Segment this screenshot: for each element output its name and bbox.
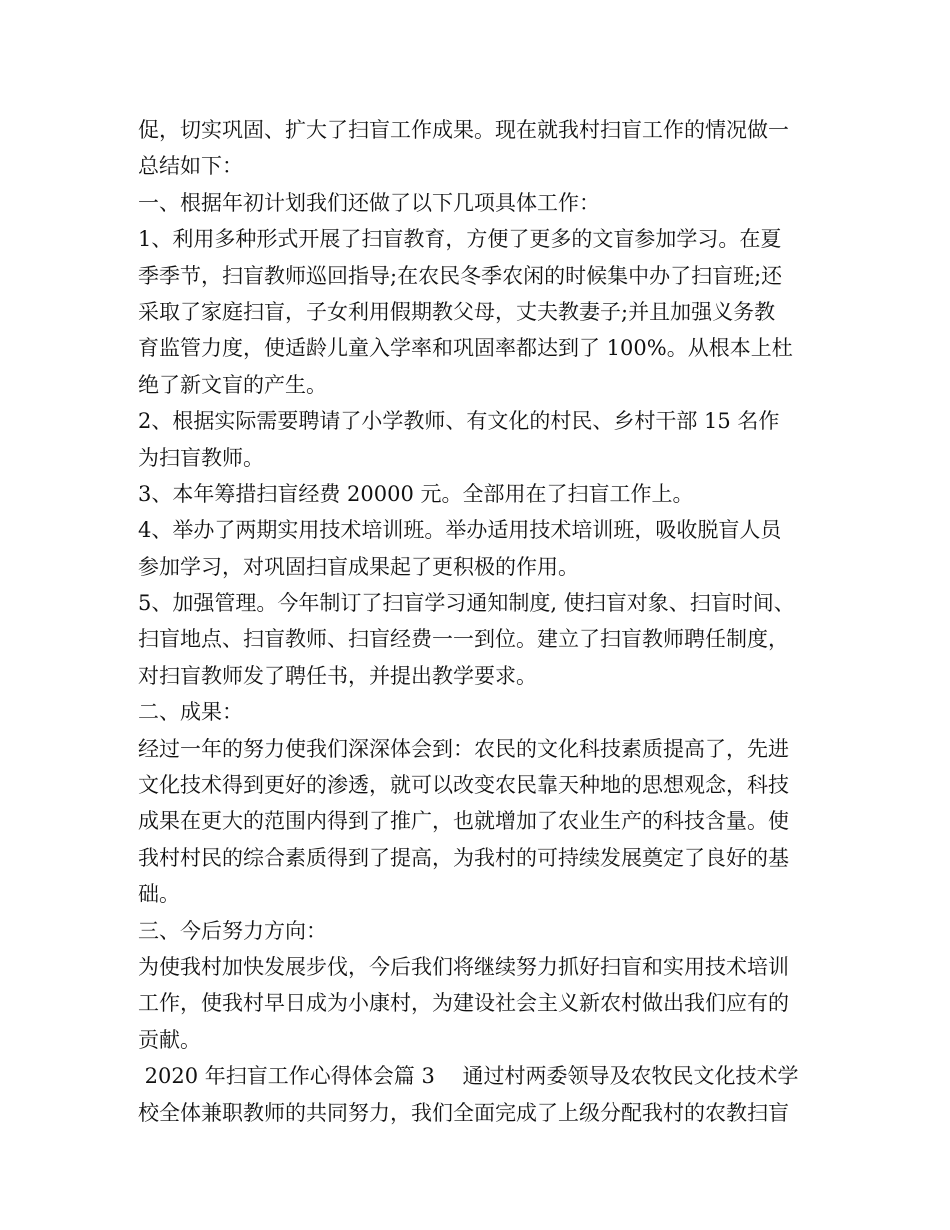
text-line: 对扫盲教师发了聘任书，并提出教学要求。 — [138, 663, 537, 688]
text-line: 为扫盲教师。 — [138, 445, 264, 470]
text-line: 参加学习，对巩固扫盲成果起了更积极的作用。 — [138, 554, 579, 579]
text-line: 我村村民的综合素质得到了提高，为我村的可持续发展奠定了良好的基 — [138, 845, 789, 870]
section-heading: 二、成果： — [138, 700, 243, 725]
text-line: 4、举办了两期实用技术培训班。举办适用技术培训班，吸收脱盲人员 — [138, 518, 782, 543]
text-line: 促，切实巩固、扩大了扫盲工作成果。现在就我村扫盲工作的情况做一 — [138, 118, 789, 142]
text-line: 总结如下： — [138, 154, 243, 179]
text-line: 校全体兼职教师的共同努力，我们全面完成了上级分配我村的农教扫盲 — [138, 1100, 789, 1125]
text-line: 3、本年筹措扫盲经费 20000 元。全部用在了扫盲工作上。 — [138, 481, 694, 506]
section-heading: 一、根据年初计划我们还做了以下几项具体工作： — [138, 190, 600, 215]
document-body — [138, 112, 828, 1131]
text-line: 贡献。 — [138, 1027, 201, 1052]
text-line: 1、利用多种形式开展了扫盲教育，方便了更多的文盲参加学习。在夏 — [138, 227, 782, 252]
text-line: 为使我村加快发展步伐，今后我们将继续努力抓好扫盲和实用技术培训 — [138, 954, 789, 979]
text-line: 文化技术得到更好的渗透，就可以改变农民靠天种地的思想观念，科技 — [138, 773, 789, 798]
text-line: 季季节，扫盲教师巡回指导;在农民冬季农闲的时候集中办了扫盲班;还 — [138, 263, 783, 288]
text-line: 工作，使我村早日成为小康村，为建设社会主义新农村做出我们应有的 — [138, 991, 789, 1016]
text-line: 成果在更大的范围内得到了推广，也就增加了农业生产的科技含量。使 — [138, 809, 789, 834]
text-line: 采取了家庭扫盲，子女利用假期教父母，丈夫教妻子;并且加强义务教 — [138, 299, 776, 324]
article-title-line: 2020 年扫盲工作心得体会篇 3 通过村两委领导及农牧民文化技术学 — [138, 1064, 799, 1089]
text-line: 扫盲地点、扫盲教师、扫盲经费一一到位。建立了扫盲教师聘任制度， — [138, 627, 789, 652]
text-line: 础。 — [138, 882, 180, 907]
text-line: 育监管力度，使适龄儿童入学率和巩固率都达到了 100%。从根本上杜 — [138, 336, 793, 361]
text-line: 经过一年的努力使我们深深体会到：农民的文化科技素质提高了，先进 — [138, 736, 789, 761]
section-heading: 三、今后努力方向： — [138, 918, 327, 943]
text-line: 2、根据实际需要聘请了小学教师、有文化的村民、乡村干部 15 名作 — [138, 409, 780, 434]
text-line: 5、加强管理。今年制订了扫盲学习通知制度, 使扫盲对象、扫盲时间、 — [138, 591, 795, 616]
text-line: 绝了新文盲的产生。 — [138, 372, 327, 397]
